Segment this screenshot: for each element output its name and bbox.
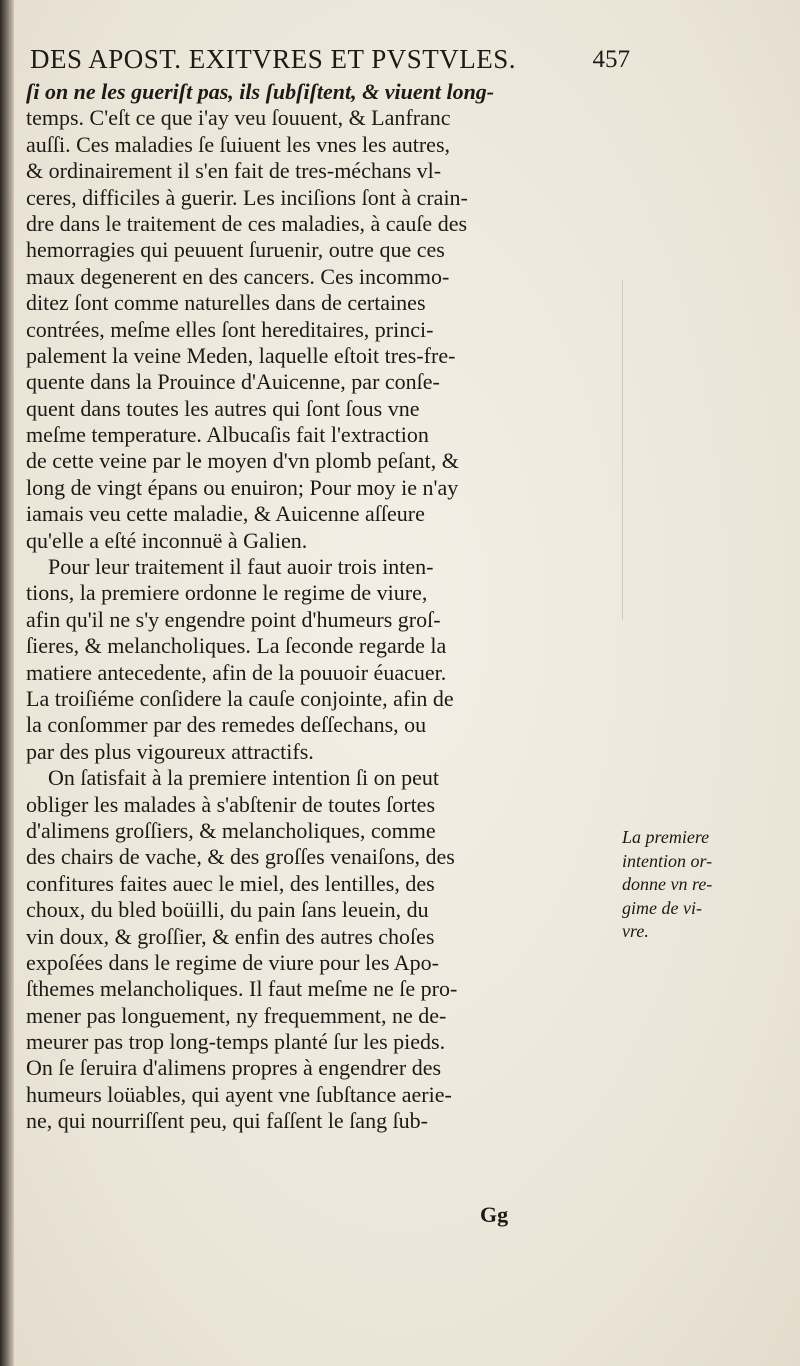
page-header xyxy=(30,44,630,84)
text-line: expoſées dans le regime de viure pour les Apo- xyxy=(26,949,439,975)
text-line: ne, qui nourriſſent peu, qui faſſent le ſang ſub- xyxy=(26,1108,429,1134)
text-line: quente dans la Prouince d'Auicenne, par conſe- xyxy=(26,369,440,395)
text-line: choux, du bled boüilli, du pain ſans leuein, du xyxy=(26,897,429,923)
margin-note xyxy=(622,826,790,944)
text-line: maux degenerent en des cancers. Ces incommo- xyxy=(26,263,450,289)
text-line: La troiſiéme conſidere la cauſe conjointe, afin de xyxy=(26,685,454,711)
text-line: humeurs loüables, qui ayent vne ſubſtance aerie- xyxy=(26,1081,452,1107)
text-line: afin qu'il ne s'y engendre point d'humeurs groſ- xyxy=(26,606,441,632)
text-line: tions, la premiere ordonne le regime de viure, xyxy=(26,580,428,606)
text-line: confitures faites auec le miel, des lentilles, des xyxy=(26,870,435,896)
text-line: iamais veu cette maladie, & Auicenne aſſeure xyxy=(26,501,425,527)
text-line: temps. C'eſt ce que i'ay veu ſouuent, & Lanfranc xyxy=(26,105,451,131)
text-line: long de vingt épans ou enuiron; Pour moy ie n'ay xyxy=(26,474,459,500)
text-line: ſi on ne les gueriſt pas, ils ſubſiſtent, & viuent long- xyxy=(26,79,495,104)
text-line: matiere antecedente, afin de la pouuoir éuacuer. xyxy=(26,659,447,685)
text-line: d'alimens groſſiers, & melancholiques, comme xyxy=(26,817,436,843)
text-line: ditez ſont comme naturelles dans de certaines xyxy=(26,290,426,316)
text-line: ceres, difficiles à guerir. Les inciſions ſont à crain- xyxy=(26,184,468,210)
text-line: On ſe ſeruira d'alimens propres à engendrer des xyxy=(26,1055,442,1081)
text-line: de cette veine par le moyen d'vn plomb peſant, & xyxy=(26,448,459,474)
margin-note-line: vre. xyxy=(622,921,649,941)
text-line: par des plus vigoureux attractifs. xyxy=(26,738,314,764)
body-text xyxy=(26,79,618,1135)
text-line: mener pas longuement, ny frequemment, ne de- xyxy=(26,1002,447,1028)
binding-gutter xyxy=(0,0,14,1366)
text-line: palement la veine Meden, laquelle eſtoit tres-fre- xyxy=(26,342,456,368)
margin-note-line: intention or- xyxy=(622,850,713,871)
paragraph-start-line: Pour leur traitement il faut auoir trois inten- xyxy=(48,554,434,580)
margin-note-line: gime de vi- xyxy=(622,897,702,918)
text-line: dre dans le traitement de ces maladies, à cauſe des xyxy=(26,210,468,236)
text-line: quent dans toutes les autres qui ſont ſous vne xyxy=(26,395,420,421)
text-line: la conſommer par des remedes deſſechans, ou xyxy=(26,712,427,738)
margin-note-line: La premiere xyxy=(622,827,710,847)
text-line: obliger les malades à s'abſtenir de toutes ſortes xyxy=(26,791,436,817)
bleed-through-mark xyxy=(622,280,623,620)
text-line: meſme temperature. Albucaſis fait l'extraction xyxy=(26,422,429,448)
text-line: auſſi. Ces maladies ſe ſuiuent les vnes les autres, xyxy=(26,131,451,157)
text-line: ſthemes melancholiques. Il faut meſme ne ſe pro- xyxy=(26,976,458,1002)
text-line: qu'elle a eſté inconnuë à Galien. xyxy=(26,527,308,553)
margin-note-line: donne vn re- xyxy=(622,874,713,894)
text-line: des chairs de vache, & des groſſes venaiſons, des xyxy=(26,844,455,870)
running-head: DES APOST. EXITVRES ET PVSTVLES. xyxy=(30,44,517,74)
signature-mark: Gg xyxy=(480,1202,509,1227)
page-number: 457 xyxy=(592,46,630,73)
text-line: contrées, meſme elles ſont hereditaires, princi- xyxy=(26,316,434,342)
text-line: ſieres, & melancholiques. La ſeconde regarde la xyxy=(26,633,447,659)
paragraph-start-line: On ſatisfait à la premiere intention ſi on peut xyxy=(48,765,439,791)
text-line: meurer pas trop long-temps planté ſur les pieds. xyxy=(26,1029,446,1055)
text-line: hemorragies qui peuuent ſuruenir, outre que ces xyxy=(26,237,445,263)
text-line: vin doux, & groſſier, & enfin des autres choſes xyxy=(26,923,435,949)
text-line: & ordinairement il s'en fait de tres-méchans vl- xyxy=(26,158,442,184)
